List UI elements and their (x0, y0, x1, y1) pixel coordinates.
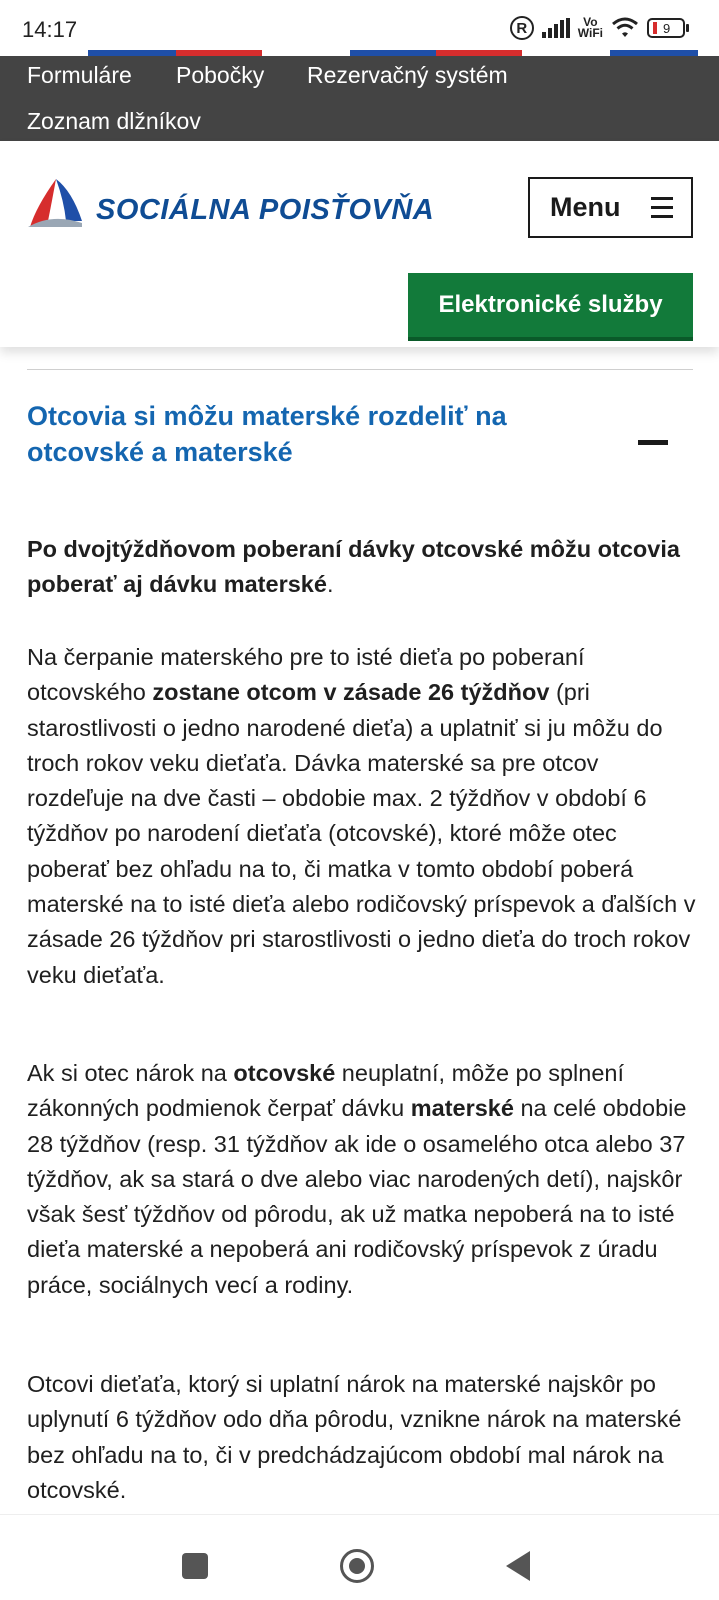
paragraph-2: Na čerpanie materského pre to isté dieťa po poberaní otcovského zostane otcom v zásade 26 týždňov (pri starostlivosti o jedno narodené dieťa) a uplatniť si ju môžu do troch rokov veku dieťaťa. Dávka materské sa pre otcov rozdeľuje na dve časti – obdobie max. 2 týždňov v období 6 týždňov po narodení dieťaťa (otcovské), ktoré môže otec poberať bez ohľadu na to, či matka v tomto období poberá materské na to isté dieťa alebo rodičovský príspevok a ďalších v zásade 26 týždňov pri starostlivosti o jedno dieťa do troch rokov veku dieťaťa. (27, 644, 696, 988)
top-nav-item-pobocky[interactable]: Pobočky (176, 62, 265, 88)
collapse-icon[interactable] (638, 440, 668, 445)
top-nav-item-rezervacny-system[interactable]: Rezervačný systém (307, 62, 508, 88)
vowifi-icon: Vo WiFi (577, 15, 603, 40)
logo-mark-icon (26, 177, 84, 229)
home-icon[interactable] (340, 1549, 374, 1583)
android-nav-bar (0, 1514, 719, 1600)
back-icon[interactable] (506, 1551, 530, 1581)
menu-label: Menu (550, 192, 621, 222)
accordion-title[interactable]: Otcovia si môžu materské rozdeliť na otcovské a materské (27, 401, 507, 467)
wifi-icon (611, 17, 639, 39)
electronic-services-button[interactable]: Elektronické služby (408, 273, 693, 341)
divider (27, 369, 693, 370)
top-nav-item-formulare[interactable]: Formuláre (27, 62, 132, 88)
site-logo[interactable] (26, 177, 434, 229)
top-nav-item-zoznam-dlznikov[interactable]: Zoznam dlžníkov (27, 108, 201, 134)
paragraph-4: Otcovi dieťaťa, ktorý si uplatní nárok na materské najskôr po uplynutí 6 týždňov odo dňa pôrodu, vznikne nárok na materské bez ohľadu na to, či v predchádzajúcom období mal nárok na otcovské. (27, 1371, 682, 1503)
registered-icon: R (510, 16, 534, 40)
paragraph-3: Ak si otec nárok na otcovské neuplatní, môže po splnení zákonných podmienok čerpať dávku materské na celé obdobie 28 týždňov (resp. 31 týždňov ak ide o osamelého otca alebo 37 týždňov, ak sa stará o dve alebo viac narodených detí), najskôr však šesť týždňov od pôrodu, ak už matka nepoberá na to isté dieťa materské a nepoberá ani rodičovský príspevok z úradu práce, sociálnych vecí a rodiny. (27, 1060, 687, 1298)
signal-icon (542, 18, 570, 38)
status-icons (510, 16, 689, 40)
site-header (0, 141, 719, 347)
status-bar (0, 0, 719, 56)
logo-text: SOCIÁLNA POISŤOVŇA (96, 193, 435, 226)
top-nav (0, 56, 719, 141)
hamburger-icon (651, 197, 673, 218)
recents-icon[interactable] (182, 1553, 208, 1579)
menu-button[interactable] (528, 177, 693, 238)
battery-icon: 9 (647, 18, 689, 38)
paragraph-1: Po dvojtýždňovom poberaní dávky otcovské môžu otcovia poberať aj dávku materské. (27, 536, 680, 598)
status-time: 14:17 (22, 17, 78, 42)
